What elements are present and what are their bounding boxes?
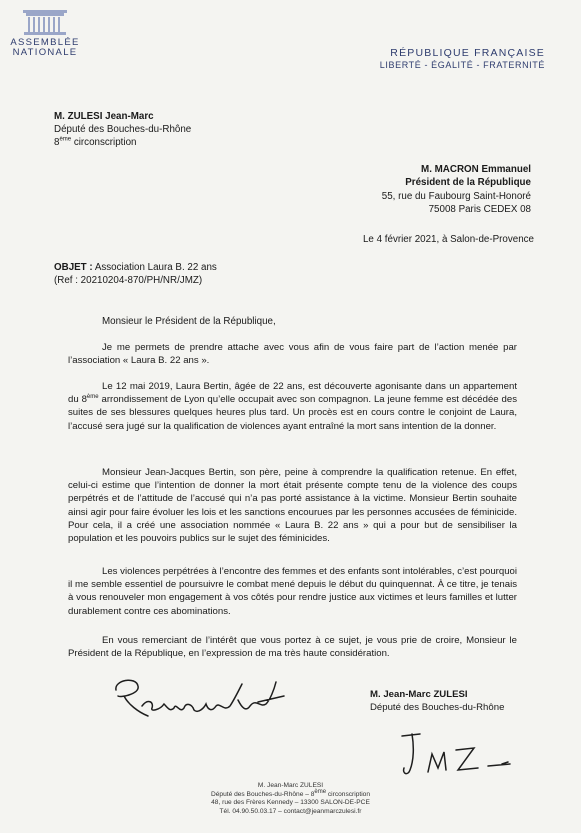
signer-block (370, 688, 504, 714)
sender-circonscription (54, 136, 191, 149)
paragraph-5: En vous remerciant de l’intérêt que vous portez à ce sujet, je vous prie de croire, Monsieur le Président de la République, en l’expression de ma très haute considération. (68, 635, 517, 660)
objet-ref: (Ref : 20210204-870/PH/NR/JMZ) (54, 275, 203, 286)
recipient-block (382, 163, 531, 217)
signer-title: Député des Bouches-du-Rhône (370, 702, 505, 713)
footer-address: 48, rue des Frères Kennedy – 13300 SALON-DE-PCE (211, 799, 370, 807)
hemicycle-icon (22, 10, 68, 36)
circ-number: 8 (54, 137, 60, 148)
footer-mandate-a: Député des Bouches-du-Rhône – 8 (210, 790, 315, 798)
signer-name: M. Jean-Marc ZULESI (370, 689, 468, 700)
paragraph-2 (68, 380, 517, 433)
objet-text: Association Laura B. 22 ans (92, 262, 217, 273)
paragraph-2-sup: ème (86, 394, 99, 401)
objet-line (54, 261, 217, 274)
objet-label: OBJET : (54, 262, 93, 273)
footer-mandate-sup: ème (314, 788, 327, 795)
republique-header (380, 47, 545, 70)
devise: LIBERTÉ - ÉGALITÉ - FRATERNITÉ (379, 60, 545, 70)
logo-line1: ASSEMBLÉE (10, 37, 80, 48)
salutation: Monsieur le Président de la République, (102, 316, 276, 327)
logo-line2: NATIONALE (12, 47, 78, 58)
signature-initials (398, 730, 538, 780)
circ-sup: ème (59, 136, 72, 143)
footer-name: M. Jean-Marc ZULESI (257, 782, 324, 789)
recipient-address-1: 55, rue du Faubourg Saint-Honoré (381, 190, 531, 202)
objet-block (54, 261, 217, 287)
footer-mandate-b: circonscription (326, 790, 371, 798)
assemblee-nationale-logo (10, 10, 90, 58)
paragraph-3: Monsieur Jean-Jacques Bertin, son père, peine à comprendre la qualification retenue. En effet, celui-ci estime que l’intention de donner la mort était présente compte tenu de la violence des coups perpétrés et de l’attitude de l’accusé qui n’a pas porté assistance à la victime. Monsieur Bertin souhaite ainsi agir pour faire évoluer les lois et les sanctions encourues par les personnes accusées de féminicide. Pour cela, il a créé une association nommée « Laura B. 22 ans » qui a pour but de sensibiliser la population et les pouvoirs publics sur le sujet des féminicides. (68, 467, 517, 545)
footer (0, 782, 581, 816)
letter-date: Le 4 février 2021, à Salon-de-Provence (362, 234, 534, 245)
circ-text: circonscription (71, 137, 137, 148)
recipient-name: M. MACRON Emmanuel (421, 164, 531, 175)
paragraph-1: Je me permets de prendre attache avec vous afin de vous faire part de l’action menée par l’association « Laura B. 22 ans ». (68, 342, 517, 367)
paragraph-2-b: arrondissement de Lyon qu’elle occupait avec son compagnon. La jeune femme est décédée des suites de ses blessures quelques heures plus tard. Un procès est en cours contre le conjoint de Laura, l’accusé sera jugé sur la qualification de violences ayant entraîné la mort sans intention de la donner. (68, 394, 517, 432)
paragraph-2-a: Le 12 mai 2019, Laura Bertin, âgée de 22 ans, est découverte agonisante dans un appartement du 8 (68, 381, 517, 406)
sender-block (54, 110, 191, 149)
footer-contact: Tél. 04.90.50.03.17 – contact@jeanmarczulesi.fr (219, 807, 362, 815)
recipient-title: Président de la République (405, 177, 531, 189)
footer-mandate (0, 788, 581, 800)
recipient-address-2: 75008 Paris CEDEX 08 (428, 204, 531, 216)
sender-name: M. ZULESI Jean-Marc (54, 111, 154, 122)
handwritten-closing (108, 672, 288, 722)
sender-title: Député des Bouches-du-Rhône (54, 124, 192, 135)
paragraph-4: Les violences perpétrées à l’encontre des femmes et des enfants sont intolérables, c’est pourquoi il me semble essentiel de poursuivre le combat mené depuis le début du quinquennat. À ce titre, je tenais à vous renouveler mon engagement à vos côtés pour rendre justice aux victimes et leurs familles et lutter durablement contre ces abominations. (68, 566, 517, 617)
republique-francaise: RÉPUBLIQUE FRANÇAISE (390, 47, 545, 59)
